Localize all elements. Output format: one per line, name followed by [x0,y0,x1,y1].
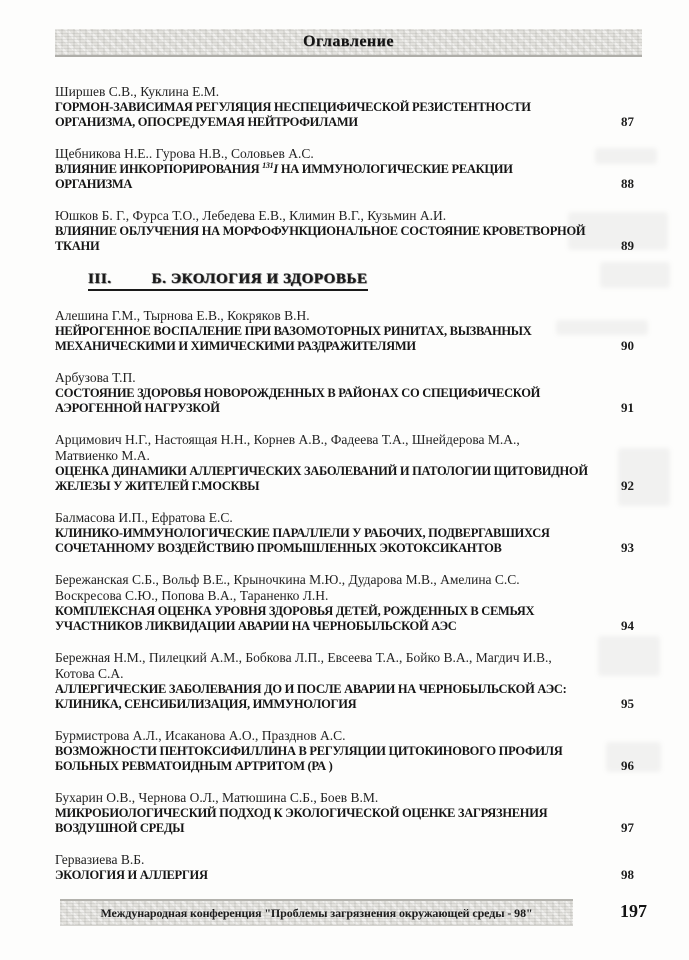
entry-author-line: Матвиенко М.А. [55,448,150,463]
entry-text-block [55,370,567,416]
entry-title [55,386,567,416]
entry-title-line: КОМПЛЕКСНАЯ ОЦЕНКА УРОВНЯ ЗДОРОВЬЯ ДЕТЕЙ, РОЖДЕННЫХ В СЕМЬЯХ [55,604,535,618]
entry-authors [55,308,567,324]
footer-page-number: 197 [620,901,647,921]
entry-author-line: Котова С.А. [55,666,124,681]
entry-title [55,868,567,883]
entry-text-block [55,208,586,254]
toc-entry [55,84,634,130]
entry-title-line: УЧАСТНИКОВ ЛИКВИДАЦИИ АВАРИИ НА ЧЕРНОБЫЛЬСКОЙ АЭС [55,619,457,633]
entry-title-line [55,162,567,177]
entry-title-line: ОРГАНИЗМА [55,177,133,191]
entry-author-line: Воскресова С.Ю., Попова В.А., Тараненко Л.Н. [55,588,329,603]
entry-text-block [55,510,567,556]
entry-title-line: ЭКОЛОГИЯ И АЛЛЕРГИЯ [55,868,208,882]
toc-entries-main [55,308,634,883]
entry-title [55,604,567,634]
entry-author-line: Юшков Б. Г., Фурса Т.О., Лебедева Е.В., Климин В.Г., Кузьмин А.И. [55,208,447,223]
page-title: Оглавление [303,33,394,50]
entry-authors [55,790,567,806]
entry-title-line: ВЛИЯНИЕ ОБЛУЧЕНИЯ НА МОРФОФУНКЦИОНАЛЬНОЕ СОСТОЯНИЕ КРОВЕТВОРНОЙ [55,224,586,238]
toc-entry [55,146,634,192]
entry-title-line: ВОЗМОЖНОСТИ ПЕНТОКСИФИЛЛИНА В РЕГУЛЯЦИИ ЦИТОКИНОВОГО ПРОФИЛЯ [55,744,563,758]
toc-entry [55,208,634,254]
footer-band [60,899,573,926]
entry-title-line: МИКРОБИОЛОГИЧЕСКИЙ ПОДХОД К ЭКОЛОГИЧЕСКОЙ ОЦЕНКЕ ЗАГРЯЗНЕНИЯ [55,806,548,820]
toc-entry [55,510,634,556]
entry-title-line: КЛИНИКА, СЕНСИБИЛИЗАЦИЯ, ИММУНОЛОГИЯ [55,697,357,711]
entry-page-number: 90 [621,338,634,353]
entry-author-line: Гервазиева В.Б. [55,852,145,867]
toc-list [55,84,634,899]
toc-entries-top [55,84,634,254]
entry-text-block [55,432,588,494]
entry-authors [55,510,567,526]
entry-title-line: КЛИНИКО-ИММУНОЛОГИЧЕСКИЕ ПАРАЛЛЕЛИ У РАБОЧИХ, ПОДВЕРГАВШИХСЯ [55,526,550,540]
entry-author-line: Бурмистрова А.Л., Исаканова А.О., Празднов А.С. [55,728,346,743]
toc-entry [55,432,634,494]
entry-authors [55,728,567,744]
entry-title [55,100,567,130]
entry-title [55,682,567,712]
entry-title-line: ГОРМОН-ЗАВИСИМАЯ РЕГУЛЯЦИЯ НЕСПЕЦИФИЧЕСКОЙ РЕЗИСТЕНТНОСТИ [55,100,531,114]
entry-title-line: ТКАНИ [55,239,100,253]
entry-authors [55,370,567,386]
entry-page-number: 95 [621,696,634,711]
entry-author-line: Балмасова И.П., Ефратова Е.С. [55,510,233,525]
entry-authors [55,84,567,100]
entry-text-block [55,84,567,130]
entry-author-line: Щебникова Н.Е.. Гурова Н.В., Соловьев А.С. [55,146,314,161]
toc-entry [55,370,634,416]
entry-title-line: СОЧЕТАННОМУ ВОЗДЕЙСТВИЮ ПРОМЫШЛЕННЫХ ЭКОТОКСИКАНТОВ [55,541,502,555]
entry-author-line: Арбузова Т.П. [55,370,136,385]
entry-title [55,324,567,354]
entry-title-segment: ВЛИЯНИЕ ИНКОРПОРИРОВАНИЯ [55,162,263,176]
entry-text-block [55,790,567,836]
entry-title-line: ОРГАНИЗМА, ОПОСРЕДУЕМАЯ НЕЙТРОФИЛАМИ [55,115,358,129]
entry-page-number: 89 [621,238,634,253]
toc-entry [55,728,634,774]
entry-title-line: МЕХАНИЧЕСКИМИ И ХИМИЧЕСКИМИ РАЗДРАЖИТЕЛЯМИ [55,339,416,353]
entry-author-line: Ширшев С.В., Куклина Е.М. [55,84,220,99]
entry-page-number: 97 [621,820,634,835]
toc-entry [55,308,634,354]
entry-page-number: 98 [621,867,634,882]
section-number: III. [88,271,112,287]
entry-title [55,526,567,556]
entry-page-number: 94 [621,618,634,633]
entry-text-block [55,308,567,354]
entry-title [55,464,588,494]
entry-page-number: 96 [621,758,634,773]
entry-title-segment: НА ИММУНОЛОГИЧЕСКИЕ РЕАКЦИИ [278,162,513,176]
entry-text-block [55,728,567,774]
entry-authors [55,208,567,224]
entry-authors [55,572,567,604]
entry-title-line: АЛЛЕРГИЧЕСКИЕ ЗАБОЛЕВАНИЯ ДО И ПОСЛЕ АВАРИИ НА ЧЕРНОБЫЛЬСКОЙ АЭС: [55,682,567,696]
toc-entry [55,790,634,836]
entry-authors [55,852,567,868]
entry-authors [55,146,567,162]
entry-text-block [55,650,567,712]
entry-author-line: Арцимович Н.Г., Настоящая Н.Н., Корнев А.В., Фадеева Т.А., Шнейдерова М.А., [55,432,520,447]
entry-page-number: 92 [621,478,634,493]
entry-title-line: ВОЗДУШНОЙ СРЕДЫ [55,821,185,835]
toc-entry [55,572,634,634]
entry-text-block [55,852,567,883]
entry-title [55,744,567,774]
entry-title-line: ОЦЕНКА ДИНАМИКИ АЛЛЕРГИЧЕСКИХ ЗАБОЛЕВАНИЙ И ПАТОЛОГИИ ЩИТОВИДНОЙ [55,464,588,478]
page-header-band [55,29,642,57]
page-footer [60,899,647,926]
entry-authors [55,432,567,464]
section-heading-text [88,271,368,291]
entry-title [55,224,586,254]
entry-title-segment: 131 [262,160,274,170]
toc-entry [55,650,634,712]
section-label: Б. ЭКОЛОГИЯ И ЗДОРОВЬЕ [151,271,368,287]
entry-author-line: Бережанская С.Б., Вольф В.Е., Крыночкина М.Ю., Дударова М.В., Амелина С.С. [55,572,520,587]
entry-page-number: 91 [621,400,634,415]
entry-page-number: 88 [621,176,634,191]
entry-text-block [55,146,567,192]
entry-title [55,806,567,836]
entry-title [55,162,567,192]
entry-page-number: 87 [621,114,634,129]
entry-title-segment: I [273,162,278,176]
toc-entry [55,852,634,883]
entry-page-number: 93 [621,540,634,555]
footer-conference-title: Международная конференция "Проблемы загрязнения окружающей среды - 98" [100,905,533,920]
entry-authors [55,650,567,682]
section-heading [88,270,634,291]
entry-title-line: СОСТОЯНИЕ ЗДОРОВЬЯ НОВОРОЖДЕННЫХ В РАЙОНАХ СО СПЕЦИФИЧЕСКОЙ [55,386,541,400]
entry-title-line: АЭРОГЕННОЙ НАГРУЗКОЙ [55,401,220,415]
entry-author-line: Бухарин О.В., Чернова О.Л., Матюшина С.Б., Боев В.М. [55,790,379,805]
entry-author-line: Бережная Н.М., Пилецкий А.М., Бобкова Л.П., Евсеева Т.А., Бойко В.А., Магдич И.В., [55,650,552,665]
entry-title-line: БОЛЬНЫХ РЕВМАТОИДНЫМ АРТРИТОМ (РА ) [55,759,333,773]
entry-author-line: Алешина Г.М., Тырнова Е.В., Кокряков В.Н. [55,308,310,323]
entry-title-line: ЖЕЛЕЗЫ У ЖИТЕЛЕЙ Г.МОСКВЫ [55,479,260,493]
entry-title-line: НЕЙРОГЕННОЕ ВОСПАЛЕНИЕ ПРИ ВАЗОМОТОРНЫХ РИНИТАХ, ВЫЗВАННЫХ [55,324,532,338]
entry-text-block [55,572,567,634]
